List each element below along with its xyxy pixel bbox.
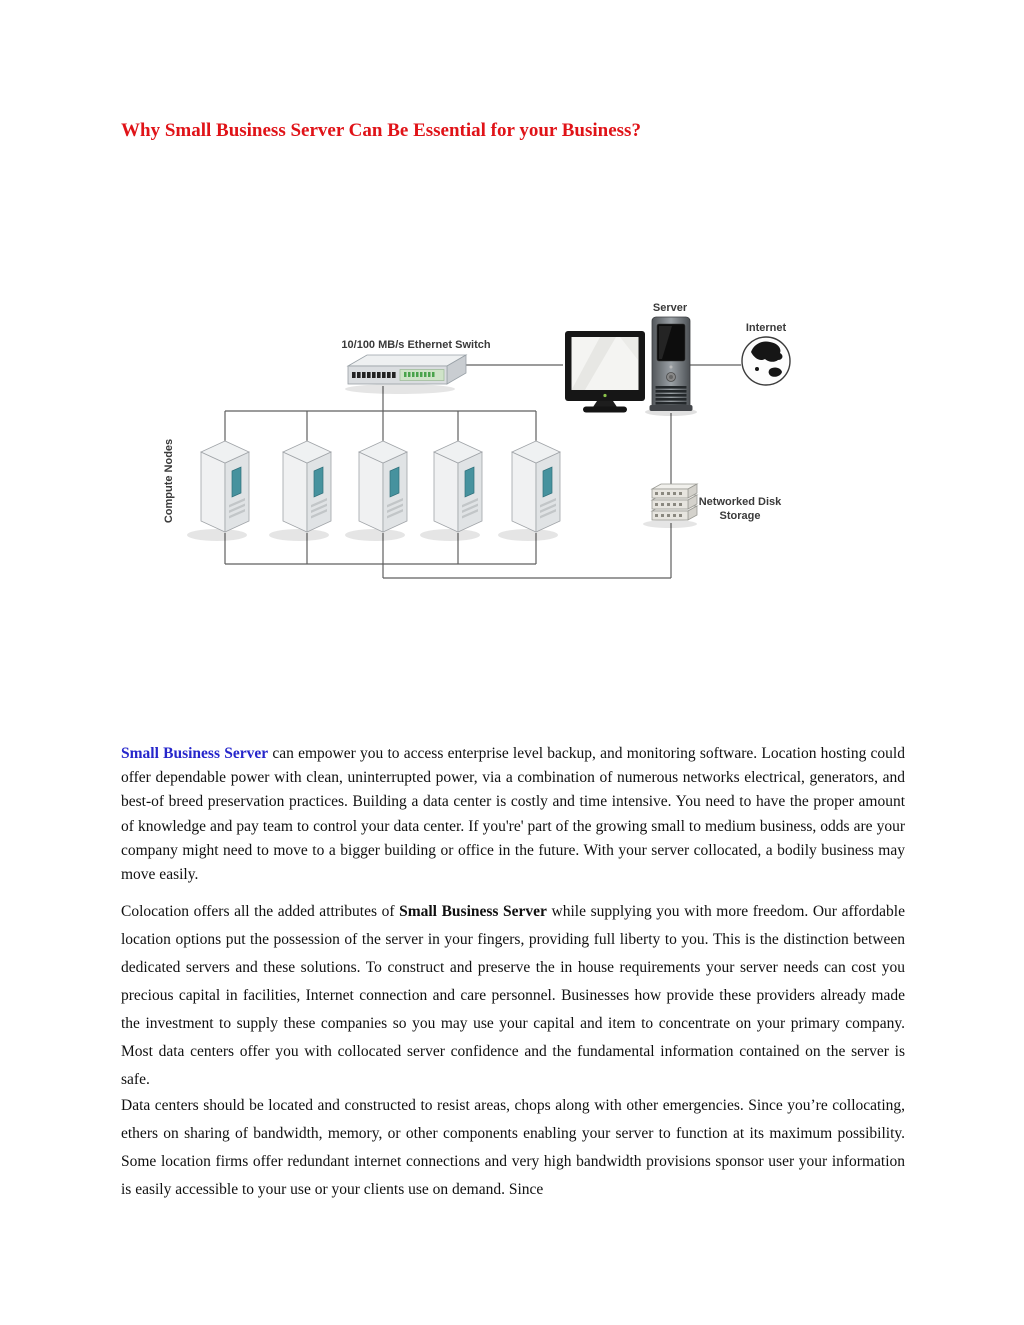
storage-label-line1: Networked Disk (698, 496, 782, 508)
network-diagram (140, 290, 820, 590)
paragraph-1-lead: Small Business Server (121, 745, 269, 762)
storage-label-line2: Storage (719, 510, 761, 522)
compute-node-icon (420, 441, 482, 541)
monitor-icon (565, 331, 645, 413)
paragraph-1-body: can empower you to access enterprise level backup, and monitoring software. Location hosting could offer dependable power with clean, uninterrupted power, via a combination of numerous networks electrical, generators, and best-of breed preservation practices. Building a data center is costly and time intensive. You need to have the proper amount of knowledge and pay team to control your data center. If you're' part of the growing small to medium business, odds are your company might need to move to a bigger building or office in the future. With your server collocated, a bodily business may move easily. (121, 745, 905, 884)
internet-globe-icon (742, 337, 790, 385)
compute-node-icons (187, 441, 560, 541)
server-icon (645, 317, 697, 416)
page-title: Why Small Business Server Can Be Essential for your Business? (121, 120, 641, 141)
disk-storage-icon (643, 484, 697, 528)
compute-node-icon (187, 441, 249, 541)
internet-label: Internet (745, 322, 787, 334)
compute-node-icon (498, 441, 560, 541)
ethernet-switch-icon (345, 355, 466, 394)
compute-nodes-label: Compute Nodes (163, 438, 175, 524)
paragraph-2-part2: while supplying you with more freedom. Our affordable location options put the possession of the server in your fingers, providing full liberty to you. This is the distinction between dedicated servers and these solutions. To construct and preserve the in house requirements your server needs can cost you precious capital in facilities, Internet connection and care personnel. Businesses how provide these providers already made the investment to supply these companies so you may use your capital and item to concentrate on your primary company. Most data centers offer you with collocated server confidence and the fundamental information contained on the server is safe. (121, 903, 905, 1088)
paragraph-1 (121, 742, 905, 887)
compute-node-icon (345, 441, 407, 541)
paragraph-2-bold: Small Business Server (399, 903, 547, 920)
paragraph-3-body: Data centers should be located and constructed to resist areas, chops along with other emergencies. Since you’re collocating, ethers on sharing of bandwidth, memory, or other components enabling your server to function at its maximum possibility. Some location firms offer redundant internet connections and very high bandwidth provisions sponsor user your information is easily accessible to your use or your clients use on demand. Since (121, 1097, 905, 1198)
paragraph-3 (121, 1092, 905, 1204)
paragraph-2 (121, 898, 905, 1094)
paragraph-2-part1: Colocation offers all the added attributes of (121, 903, 400, 920)
switch-label: 10/100 MB/s Ethernet Switch (341, 339, 491, 351)
server-label: Server (652, 302, 688, 314)
compute-node-icon (269, 441, 331, 541)
